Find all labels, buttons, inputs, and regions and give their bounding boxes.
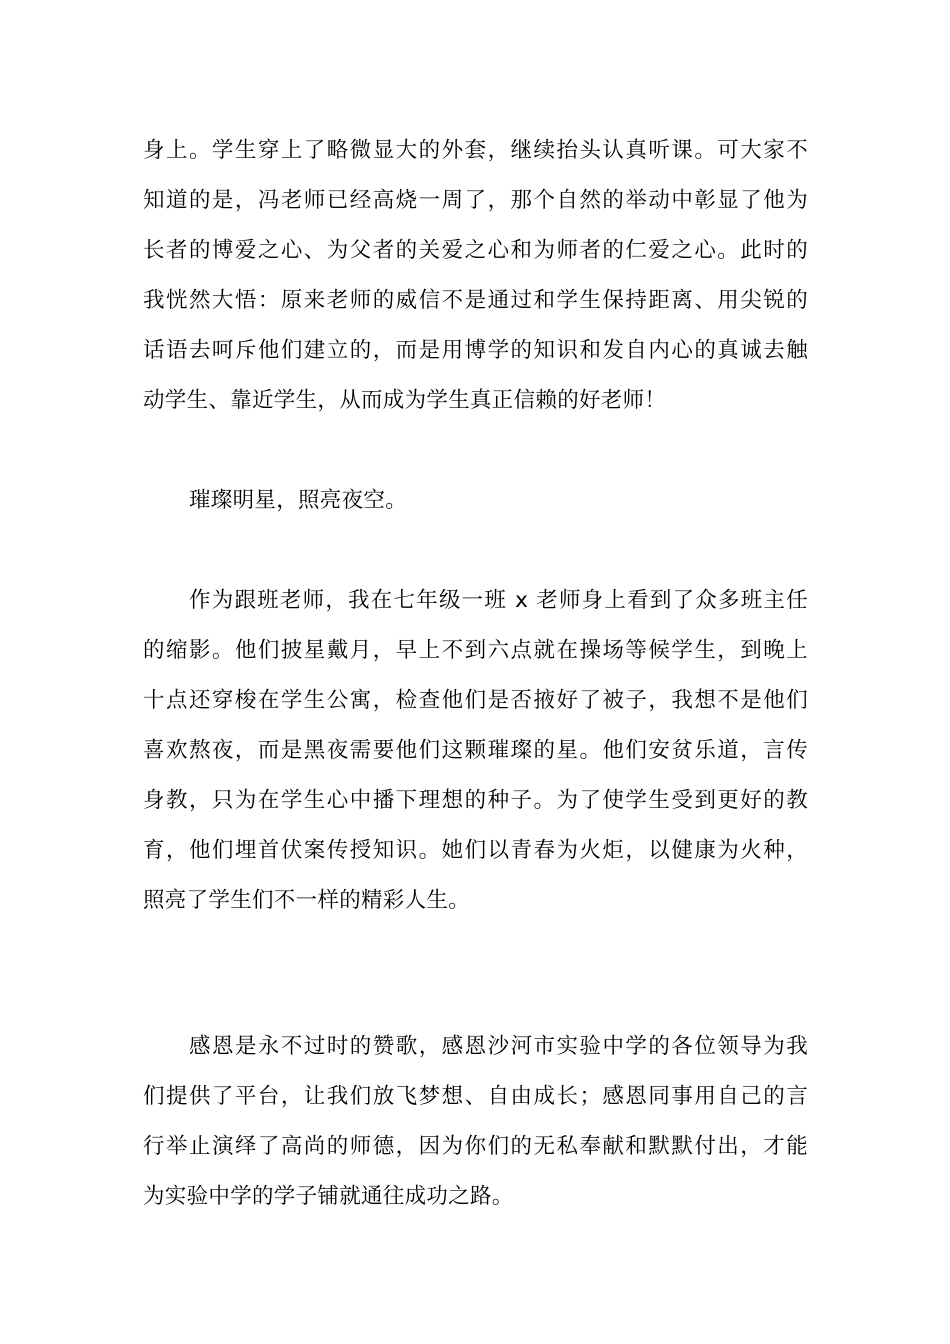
text-line: 育，他们埋首伏案传授知识。她们以青春为火炬，以健康为火种， bbox=[143, 838, 808, 863]
text-line: 长者的博爱之心、为父者的关爱之心和为师者的仁爱之心。此时的 bbox=[143, 238, 808, 263]
text-line: 为实验中学的学子铺就通往成功之路。 bbox=[143, 1184, 514, 1209]
paragraph-1 bbox=[143, 126, 808, 426]
text-line: 知道的是，冯老师已经高烧一周了，那个自然的举动中彰显了他为 bbox=[143, 188, 808, 213]
paragraph-2 bbox=[143, 476, 808, 526]
text-line: 十点还穿梭在学生公寓，检查他们是否掖好了被子，我想不是他们 bbox=[143, 688, 808, 713]
text-line: 话语去呵斥他们建立的，而是用博学的知识和发自内心的真诚去触 bbox=[143, 338, 808, 363]
text-line: 璀璨明星，照亮夜空。 bbox=[189, 488, 408, 513]
text-line: 我恍然大悟：原来老师的威信不是通过和学生保持距离、用尖锐的 bbox=[143, 288, 808, 313]
text-line: 作为跟班老师，我在七年级一班 x 老师身上看到了众多班主任 bbox=[189, 588, 808, 613]
text-line: 身教，只为在学生心中播下理想的种子。为了使学生受到更好的教 bbox=[143, 788, 808, 813]
text-line: 们提供了平台，让我们放飞梦想、自由成长；感恩同事用自己的言 bbox=[143, 1084, 808, 1109]
text-line: 的缩影。他们披星戴月，早上不到六点就在操场等候学生，到晚上 bbox=[143, 638, 808, 663]
paragraph-4 bbox=[143, 1022, 808, 1222]
text-line: 行举止演绎了高尚的师德，因为你们的无私奉献和默默付出，才能 bbox=[143, 1134, 808, 1159]
paragraph-3 bbox=[143, 576, 808, 926]
text-line: 喜欢熬夜，而是黑夜需要他们这颗璀璨的星。他们安贫乐道，言传 bbox=[143, 738, 808, 763]
text-line: 身上。学生穿上了略微显大的外套，继续抬头认真听课。可大家不 bbox=[143, 138, 808, 163]
text-line: 感恩是永不过时的赞歌，感恩沙河市实验中学的各位领导为我 bbox=[189, 1034, 808, 1059]
text-line: 照亮了学生们不一样的精彩人生。 bbox=[143, 888, 471, 913]
text-line: 动学生、靠近学生，从而成为学生真正信赖的好老师！ bbox=[143, 388, 667, 413]
